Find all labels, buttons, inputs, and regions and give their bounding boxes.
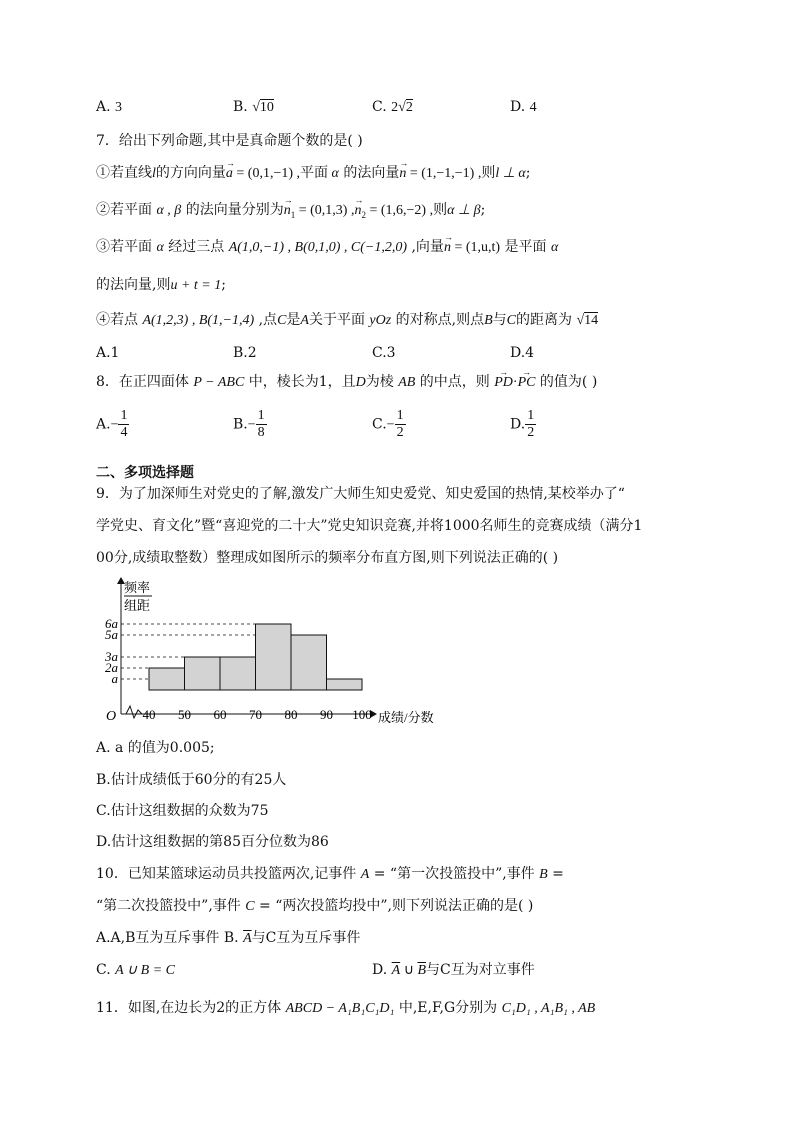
math: α ⊥ β	[447, 203, 481, 218]
option-label: D.	[510, 416, 526, 433]
y-tick-label: 5a	[105, 627, 118, 642]
q8-option-d	[510, 408, 536, 441]
sign: −	[386, 417, 395, 433]
math: C	[245, 899, 255, 914]
histogram-bar-60-70	[220, 657, 256, 690]
ylabel-bottom: 组距	[124, 598, 151, 613]
text: = “两次投篮均投中”,则下列说法正确的是( )	[254, 898, 534, 914]
math: l ⊥ α	[495, 166, 526, 181]
histogram-bar-90-100	[327, 679, 363, 690]
q9-option-c: C.估计这组数据的众数为75	[96, 803, 269, 819]
math: = (1,u,t)	[450, 240, 501, 255]
text: 10．已知某篮球运动员共投篮两次,记事件	[96, 866, 361, 882]
denominator: 2	[396, 425, 404, 440]
math: B	[484, 313, 493, 328]
q9-option-d: D.估计这组数据的第85百分位数为86	[96, 834, 329, 850]
text: 的法向量	[338, 165, 400, 181]
section-heading: 二、多项选择题	[96, 465, 194, 481]
q6-option-c	[372, 97, 413, 118]
x-tick-label: 60	[213, 707, 227, 722]
q7-statement-3	[96, 237, 558, 258]
x-tick-label: 80	[284, 707, 298, 722]
q8-stem: 8．在正四面体 P − ABC 中，棱长为1，且D为棱 AB 的中点，则 → PD·→ PC 的值为( )	[96, 372, 597, 393]
option-label: A.	[96, 416, 111, 433]
q7-option-a: A.1	[96, 345, 120, 361]
q9-stem-line-2: 学党史、育文化”暨“喜迎党的二十大”党史知识竞赛,并将1000名师生的竞赛成绩（满分1	[96, 518, 643, 534]
q6-option-a	[96, 97, 122, 118]
text: =	[547, 866, 564, 882]
text: 与C互为互斥事件	[251, 930, 361, 946]
option-label: D.	[510, 99, 526, 115]
text: “第二次投篮投中”,事件	[96, 898, 246, 914]
q8-option-b	[233, 408, 267, 441]
math: B	[539, 867, 548, 882]
math: D	[355, 375, 366, 390]
math: C₁D₁ , A₁B₁ , AB	[501, 1001, 596, 1016]
text: ④若点	[96, 312, 143, 328]
math: α	[550, 240, 559, 255]
text: 经过三点	[163, 239, 229, 255]
numerator: 1	[527, 408, 535, 423]
fraction	[118, 408, 129, 441]
option-label: D.	[372, 962, 392, 978]
text: 的法向量分别为	[181, 202, 284, 218]
text: 关于平面	[308, 312, 370, 328]
math: = (0,1,−1) ,平面	[232, 166, 332, 181]
option-label: B.	[223, 930, 244, 946]
sqrt-symbol: √2	[398, 100, 413, 115]
numerator: 1	[120, 408, 128, 423]
option-label: C.	[372, 416, 387, 433]
x-tick-label: 70	[249, 707, 262, 722]
histogram-bar-40-50	[149, 668, 185, 690]
math: $\overline{B}$	[417, 963, 427, 978]
denominator: 2	[527, 425, 535, 440]
text: 是平面	[500, 239, 551, 255]
text: 中,E,F,G分别为	[394, 1000, 502, 1016]
q9-option-a: A. a 的值为0.005;	[96, 740, 215, 756]
q10-option-c	[96, 960, 175, 981]
option-label: C.	[372, 99, 387, 115]
vector-a: → a	[226, 164, 233, 184]
x-tick-label: 100	[352, 707, 372, 722]
q11-stem	[96, 998, 595, 1019]
q7-option-d: D.4	[510, 345, 535, 361]
vector-letter: n	[283, 203, 291, 218]
text: 为棱	[365, 374, 399, 390]
math: u + t = 1	[170, 278, 222, 293]
text: 的中点，则	[415, 374, 495, 390]
q10-stem-line-2	[96, 896, 533, 917]
text: 中，棱长为1，且	[244, 374, 356, 390]
x-tick-label: 40	[142, 707, 156, 722]
ylabel-top: 频率	[124, 580, 151, 595]
sqrt-radicand: 2	[405, 100, 413, 115]
math: = (1,−1,−1) ,则	[406, 166, 496, 181]
text: 是	[286, 312, 301, 328]
math: α , β	[156, 203, 182, 218]
fraction	[256, 408, 267, 441]
numerator: 1	[396, 408, 404, 423]
denominator: 4	[120, 425, 128, 440]
text: 的值为( )	[535, 374, 598, 390]
histogram-bar-70-80	[256, 624, 292, 690]
histogram-bar-80-90	[291, 635, 327, 690]
text: 8．在正四面体	[96, 374, 194, 390]
frequency-histogram	[96, 572, 456, 732]
numerator: 1	[257, 408, 265, 423]
option-label: C.	[96, 962, 116, 978]
math: α	[156, 240, 164, 255]
option-value: 3	[115, 100, 123, 115]
q6-option-d	[510, 97, 537, 118]
q10-option-a: A.A,B互为互斥事件	[96, 930, 220, 946]
math: $\overline{A}$	[391, 963, 401, 978]
y-tick-label: a	[111, 671, 118, 686]
vector-pc: → PC	[518, 373, 536, 393]
q7-option-b: B.2	[233, 345, 257, 361]
sign: −	[247, 417, 256, 433]
option-value: 4	[529, 100, 537, 115]
vector-n: → n	[444, 238, 451, 258]
vector-n2	[354, 201, 361, 221]
math: A ∪ B = C	[115, 963, 176, 978]
y-tick-label: 2a	[105, 660, 118, 675]
math: = (1,6,−2) ,则	[365, 203, 448, 218]
text: ③若平面	[96, 239, 157, 255]
q6-option-b	[233, 97, 274, 118]
vector-letter: n	[354, 203, 362, 218]
math: l	[152, 166, 156, 181]
q10-option-d	[372, 960, 535, 981]
vector-n1	[284, 201, 291, 221]
text: 与C互为对立事件	[426, 962, 535, 978]
x-tick-label: 50	[178, 707, 191, 722]
q10-stem-line-1	[96, 864, 564, 885]
math: A(1,0,−1) , B(0,1,0) , C(−1,2,0)	[228, 240, 408, 255]
text: 与	[492, 312, 507, 328]
histogram-bar-50-60	[185, 657, 221, 690]
math: = (0,1,3) ,	[295, 203, 355, 218]
math: AB	[398, 375, 416, 390]
sqrt-radicand: 10	[259, 100, 274, 115]
q7-option-c: C.3	[372, 345, 396, 361]
sqrt-symbol: √14	[576, 313, 599, 328]
math: C	[506, 313, 517, 328]
math: α	[331, 166, 339, 181]
text: ②若平面	[96, 202, 157, 218]
q7-statement-4	[96, 310, 598, 331]
q8-option-a	[96, 408, 129, 441]
option-coef: 2	[391, 100, 399, 115]
text: = “第一次投篮投中”,事件	[369, 866, 540, 882]
sign: −	[110, 417, 119, 433]
text: 的方向向量	[155, 165, 226, 181]
vector-n: → n	[399, 164, 406, 184]
y-tick-label: 3a	[105, 649, 118, 664]
text: ①若直线	[96, 165, 152, 181]
origin-label: O	[106, 709, 117, 724]
sqrt-symbol: √10	[252, 100, 274, 115]
denominator: 8	[257, 425, 265, 440]
math: A	[300, 313, 309, 328]
text: ,点	[254, 312, 278, 328]
q7-statement-1: ①若直线l的方向向量→ a = (0,1,−1) ,平面 α 的法向量→ n = (1,−1,−1) ,则l ⊥ α;	[96, 163, 531, 184]
text: ,向量	[407, 239, 444, 255]
x-tick-label: 90	[320, 707, 333, 722]
sqrt-radicand: 14	[584, 313, 599, 328]
math: ABCD − A₁B₁C₁D₁	[285, 1001, 395, 1016]
axis-break-mark	[126, 706, 142, 718]
vector-pd: → PD	[494, 373, 513, 393]
text: 11．如图,在边长为2的正方体	[96, 1000, 286, 1016]
q7-statement-2: ②若平面 α , β 的法向量分别为→ $n_1 = (0,1,3)$ ,→ $n_2 = (1,6,-2)$ ,则α ⊥ β;	[96, 200, 485, 225]
q8-option-c	[372, 408, 406, 441]
option-label: B.	[233, 416, 248, 433]
q9-option-b: B.估计成绩低于60分的有25人	[96, 772, 287, 788]
fraction	[525, 408, 536, 441]
x-axis-label: 成绩/分数	[378, 710, 434, 725]
q9-stem-line-3: 00分,成绩取整数）整理成如图所示的频率分布直方图,则下列说法正确的( )	[96, 550, 559, 566]
option-label: A.	[96, 99, 111, 115]
math: A	[360, 867, 370, 882]
option-label: B.	[233, 99, 248, 115]
math: P − ABC	[193, 375, 245, 390]
fraction	[395, 408, 406, 441]
math: A(1,2,3) , B(1,−1,4)	[142, 313, 255, 328]
q7-statement-3-cont: 的法向量,则u + t = 1;	[96, 277, 226, 293]
q7-stem: 7．给出下列命题,其中是真命题个数的是( )	[96, 133, 363, 149]
math: $\overline{A}$	[243, 931, 252, 946]
q9-stem-line-1: 9．为了加深师生对党史的了解,激发广大师生知史爱党、知史爱国的热情,某校举办了“	[96, 486, 625, 502]
math: yOz	[369, 313, 392, 328]
y-tick-label: 6a	[105, 616, 118, 631]
math: ∪	[400, 963, 418, 978]
text: 的法向量,则	[96, 277, 171, 293]
math: C	[277, 313, 287, 328]
text: 的距离为	[516, 312, 577, 328]
text: 的对称点,则点	[391, 312, 485, 328]
q10-options-row-1	[96, 928, 360, 949]
q10-option-b	[224, 930, 360, 946]
